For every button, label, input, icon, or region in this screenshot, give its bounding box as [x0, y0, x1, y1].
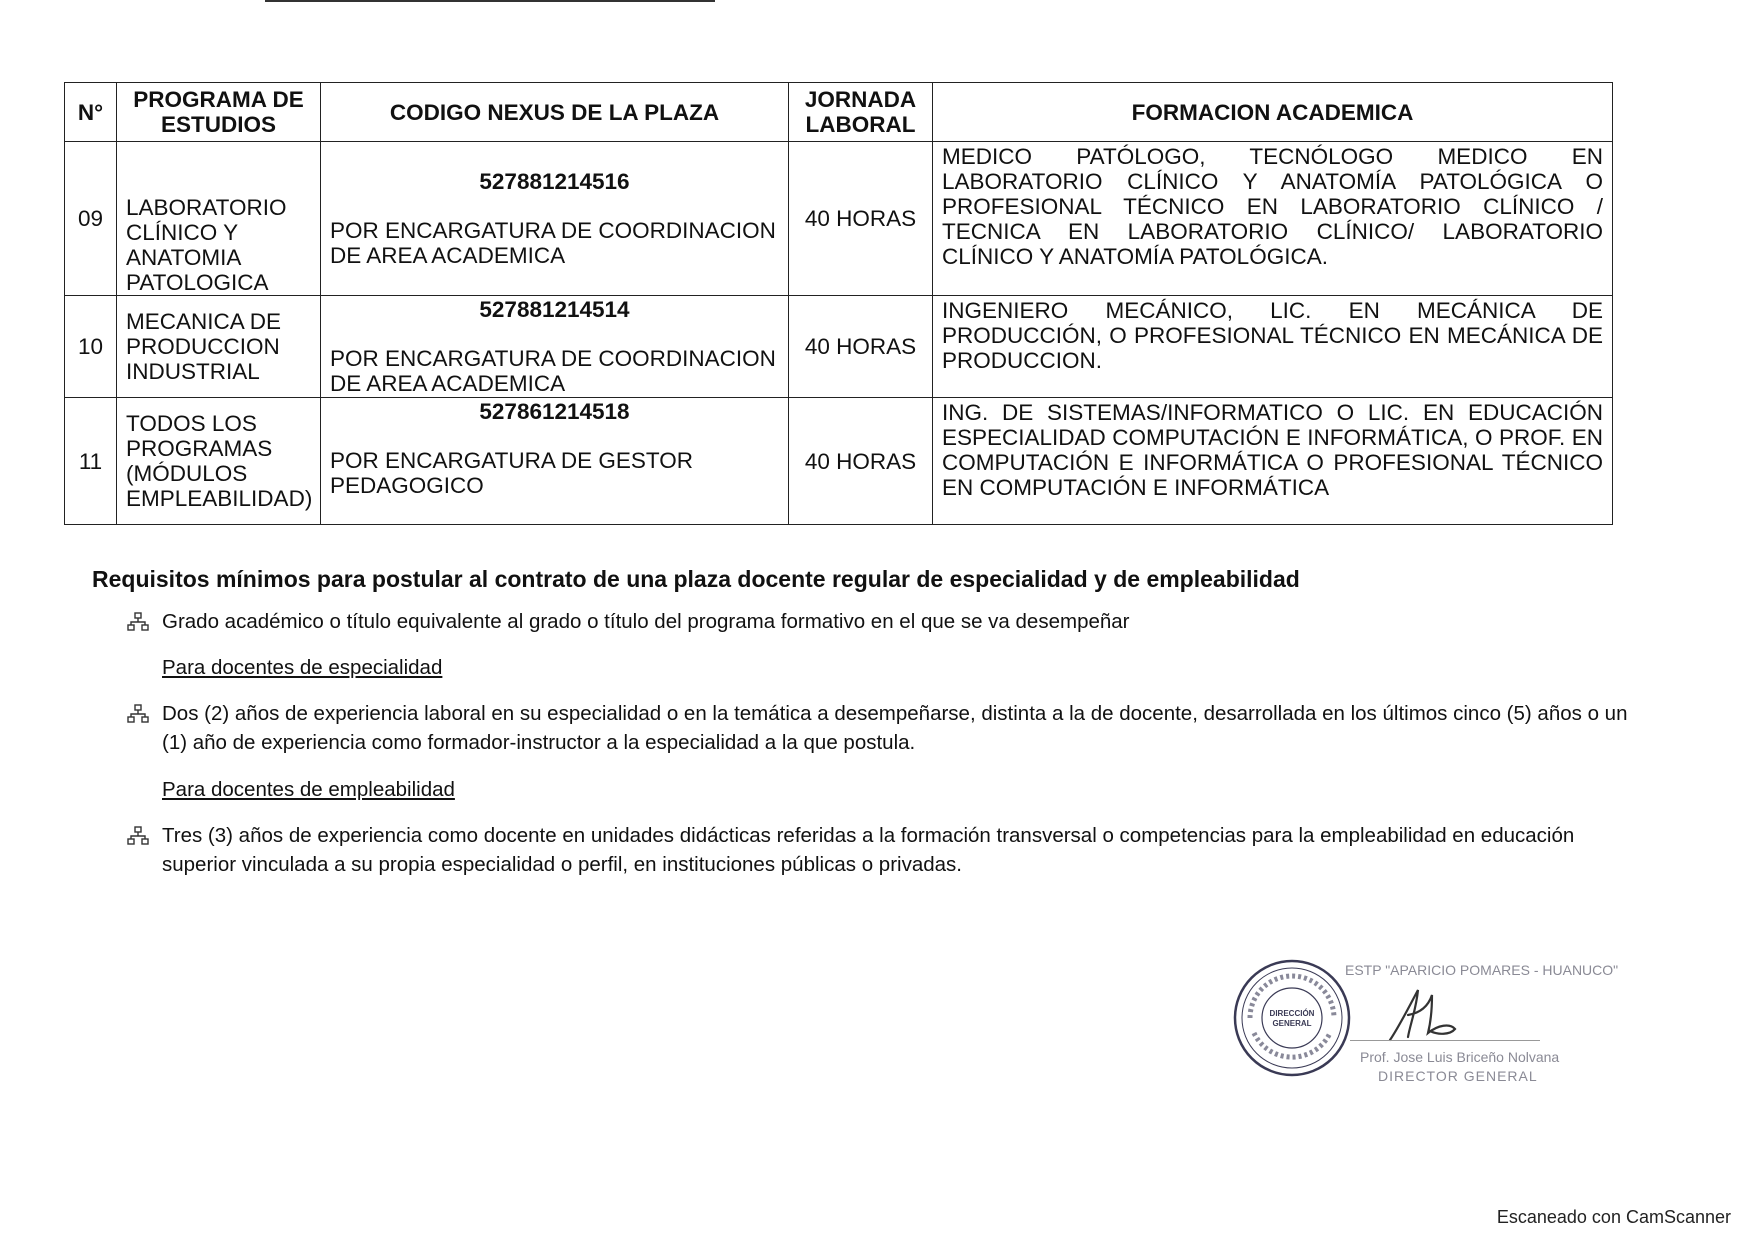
row-jornada: 40 HORAS [789, 296, 933, 398]
requisito-item [127, 821, 1657, 879]
row-nota: POR ENCARGATURA DE COORDINACION DE AREA ACADEMICA [330, 346, 776, 396]
table-header-row [65, 83, 1613, 142]
svg-text:DIRECCIÓN: DIRECCIÓN [1269, 1009, 1315, 1018]
row-nota: POR ENCARGATURA DE GESTOR PEDAGOGICO [330, 448, 693, 498]
header-jornada: JORNADA LABORAL [789, 83, 933, 142]
row-num: 10 [65, 296, 117, 398]
requisito-item-text: Grado académico o título equivalente al grado o título del programa formativo en el que se va desempeñar [162, 610, 1130, 633]
signature-institution-header: ESTP "APARICIO POMARES - HUANUCO" [1345, 962, 1619, 978]
row-codigo-cell [321, 296, 789, 398]
svg-text:GENERAL: GENERAL [1272, 1019, 1312, 1028]
row-formacion: ING. DE SISTEMAS/INFORMATICO O LIC. EN EDUCACIÓN ESPECIALIDAD COMPUTACIÓN E INFORMÁTICA, O PROF. EN COMPUTACIÓN E INFORMÁTICA O PROFESIONAL TÉCNICO EN COMPUTACIÓN E INFORMÁTICA [933, 398, 1613, 525]
camscanner-watermark: Escaneado con CamScanner [1496, 1207, 1731, 1227]
institution-seal-stamp [1232, 958, 1352, 1078]
handwritten-signature [1380, 985, 1470, 1045]
table-row [65, 296, 1613, 398]
requisito-item [127, 699, 1657, 757]
row-jornada: 40 HORAS [789, 398, 933, 525]
header-codigo: CODIGO NEXUS DE LA PLAZA [321, 83, 789, 142]
row-codigo: 527861214518 [479, 399, 630, 424]
row-formacion: INGENIERO MECÁNICO, LIC. EN MECÁNICA DE PRODUCCIÓN, O PROFESIONAL TÉCNICO EN MECÁNICA DE PRODUCCION. [933, 296, 1613, 398]
row-formacion: MEDICO PATÓLOGO, TECNÓLOGO MEDICO EN LABORATORIO CLÍNICO Y ANATOMÍA PATOLÓGICA O PROFESIONAL TÉCNICO EN LABORATORIO CLÍNICO / TECNICA EN LABORATORIO CLÍNICO/ LABORATORIO CLÍNICO Y ANATOMÍA PATOLÓGICA. [933, 142, 1613, 296]
top-scan-line [265, 0, 715, 2]
requisito-item [127, 607, 1657, 636]
signature-role: DIRECTOR GENERAL [1378, 1068, 1538, 1084]
requisito-item-text: Dos (2) años de experiencia laboral en su especialidad o en la temática a desempeñarse, distinta a la de docente, desarrollada en los últimos cinco (5) años o un (1) año de experiencia como formador-instructor a la especialidad a la que postula. [162, 702, 1628, 754]
hierarchy-bullet-icon [127, 704, 149, 724]
row-programa: TODOS LOS PROGRAMAS (MÓDULOS EMPLEABILIDAD) [117, 398, 321, 525]
table-row [65, 142, 1613, 296]
hierarchy-bullet-icon [127, 612, 149, 632]
row-codigo: 527881214514 [479, 297, 630, 322]
requisito-item-text: Tres (3) años de experiencia como docente en unidades didácticas referidas a la formación transversal o competencias para la empleabilidad en educación superior vinculada a su propia especialidad o perfil, en instituciones públicas o privadas. [162, 824, 1575, 876]
row-num: 11 [65, 398, 117, 525]
row-programa: LABORATORIO CLÍNICO Y ANATOMIA PATOLOGICA [117, 142, 321, 296]
plazas-table [64, 82, 1613, 525]
row-codigo: 527881214516 [479, 169, 630, 194]
signature-name: Prof. Jose Luis Briceño Nolvana [1360, 1049, 1560, 1065]
signature-rule [1350, 1040, 1540, 1041]
row-programa: MECANICA DE PRODUCCION INDUSTRIAL [117, 296, 321, 398]
subheading-empleabilidad: Para docentes de empleabilidad [162, 778, 455, 801]
row-num: 09 [65, 142, 117, 296]
header-formacion: FORMACION ACADEMICA [933, 83, 1613, 142]
row-codigo-cell [321, 142, 789, 296]
hierarchy-bullet-icon [127, 826, 149, 846]
row-jornada: 40 HORAS [789, 142, 933, 296]
header-programa: PROGRAMA DE ESTUDIOS [117, 83, 321, 142]
row-nota: POR ENCARGATURA DE COORDINACION DE AREA ACADEMICA [330, 218, 776, 268]
row-codigo-cell [321, 398, 789, 525]
subheading-especialidad: Para docentes de especialidad [162, 656, 443, 679]
table-row [65, 398, 1613, 525]
header-num: N° [65, 83, 117, 142]
requisitos-heading: Requisitos mínimos para postular al contrato de una plaza docente regular de especialidad y de empleabilidad [92, 566, 1300, 592]
